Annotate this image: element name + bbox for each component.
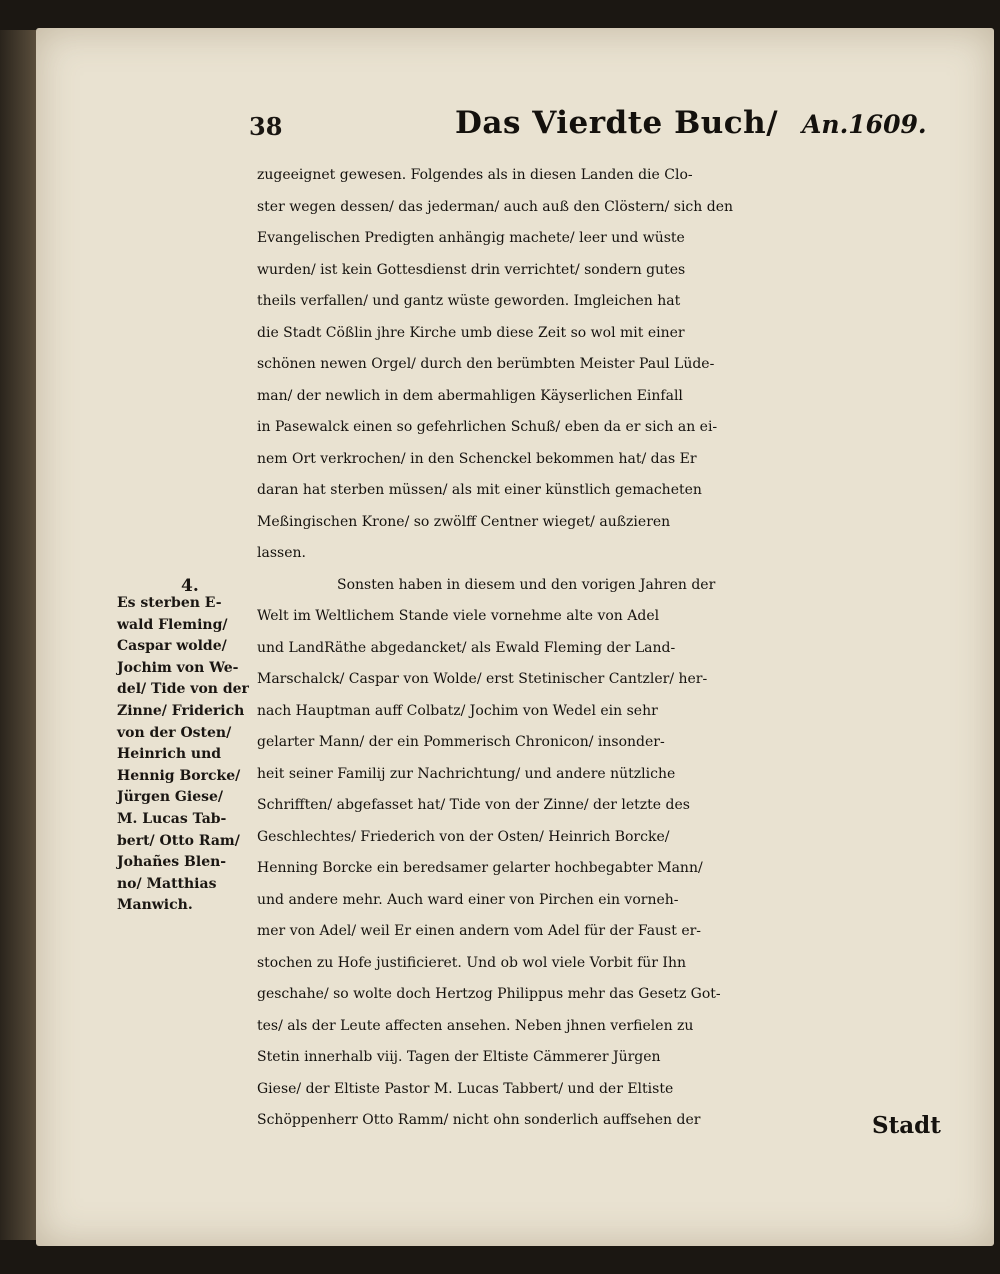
margin-note-line: Jochim von We- <box>117 659 239 676</box>
margin-note-line: bert/ Otto Ram/ <box>117 832 240 849</box>
margin-note-line: Johañes Blen- <box>117 854 227 871</box>
text-line: die Stadt Cößlin jhre Kirche umb diese Zeit so wol mit einer <box>257 324 685 341</box>
margin-note <box>117 593 267 917</box>
text-line: in Pasewalck einen so gefehrlichen Schuß/ eben da er sich an ei- <box>257 419 718 435</box>
margin-note-line: del/ Tide von der <box>117 681 249 698</box>
text-line: gelarter Mann/ der ein Pommerisch Chronicon/ insonder- <box>257 734 665 750</box>
margin-note-line: von der Osten/ <box>117 724 232 741</box>
text-line: Schrifften/ abgefasset hat/ Tide von der Zinne/ der letzte des <box>257 797 690 813</box>
text-line: Schöppenherr Otto Ramm/ nicht ohn sonderlich auffsehen der <box>257 1112 701 1128</box>
text-line: stochen zu Hofe justificieret. Und ob wol viele Vorbit für Ihn <box>257 954 686 971</box>
text-line: mer von Adel/ weil Er einen andern vom Adel für der Faust er- <box>257 923 702 939</box>
text-line: schönen newen Orgel/ durch den berümbten Meister Paul Lüde- <box>257 356 715 372</box>
margin-note-line: Zinne/ Friderich <box>117 702 245 719</box>
text-line: und LandRäthe abgedancket/ als Ewald Fleming der Land- <box>257 639 676 656</box>
text-line: man/ der newlich in dem abermahligen Käyserlichen Einfall <box>257 387 683 404</box>
text-line: wurden/ ist kein Gottesdienst drin verrichtet/ sondern gutes <box>257 261 686 278</box>
body-text <box>257 160 947 1137</box>
margin-note-line: Hennig Borcke/ <box>117 767 241 784</box>
text-line: und andere mehr. Auch ward einer von Pirchen ein vorneh- <box>257 891 679 908</box>
text-line: geschahe/ so wolte doch Hertzog Philippus mehr das Gesetz Got- <box>257 986 721 1002</box>
running-head: Das Vierdte Buch/ <box>455 105 779 141</box>
text-line: theils verfallen/ und gantz wüste geworden. Imgleichen hat <box>257 293 681 309</box>
margin-note-line: M. Lucas Tab- <box>117 810 227 827</box>
text-line: Sonsten haben in diesem und den vorigen Jahren der <box>337 576 716 593</box>
text-line: Meßingischen Krone/ so zwölff Centner wieget/ außzieren <box>257 513 671 530</box>
text-line: Henning Borcke ein beredsamer gelarter hochbegabter Mann/ <box>257 860 703 876</box>
text-line: Giese/ der Eltiste Pastor M. Lucas Tabbert/ und der Eltiste <box>257 1080 674 1097</box>
margin-note-line: Es sterben E- <box>117 595 222 611</box>
text-line: Welt im Weltlichem Stande viele vornehme alte von Adel <box>257 608 660 624</box>
margin-note-number: 4. <box>181 576 199 596</box>
margin-note-line: wald Fleming/ <box>117 616 228 633</box>
text-line: Evangelischen Predigten anhängig machete/ leer und wüste <box>257 230 685 246</box>
text-line: tes/ als der Leute affecten ansehen. Neben jhnen verfielen zu <box>257 1017 694 1034</box>
text-line: daran hat sterben müssen/ als mit einer künstlich gemacheten <box>257 482 702 498</box>
margin-note-line: no/ Matthias <box>117 875 217 892</box>
page-number: 38 <box>249 112 283 141</box>
margin-note-line: Heinrich und <box>117 746 222 763</box>
text-line: Geschlechtes/ Friederich von der Osten/ Heinrich Borcke/ <box>257 828 670 845</box>
text-line: heit seiner Familij zur Nachrichtung/ und andere nützliche <box>257 765 676 782</box>
margin-note-line: Caspar wolde/ <box>117 638 227 655</box>
text-line: Stetin innerhalb viij. Tagen der Eltiste Cämmerer Jürgen <box>257 1049 661 1065</box>
margin-note-line: Jürgen Giese/ <box>117 789 224 806</box>
margin-note-line: Manwich. <box>117 897 193 914</box>
text-line: nem Ort verkrochen/ in den Schenckel bekommen hat/ das Er <box>257 450 697 467</box>
text-line: ster wegen dessen/ das jederman/ auch auß den Clöstern/ sich den <box>257 198 733 215</box>
text-line: lassen. <box>257 545 306 561</box>
year-mark: An.1609. <box>802 110 927 139</box>
text-line: Marschalck/ Caspar von Wolde/ erst Stetinischer Cantzler/ her- <box>257 671 708 687</box>
text-line: nach Hauptman auff Colbatz/ Jochim von Wedel ein sehr <box>257 702 658 719</box>
catchword: Stadt <box>872 1112 941 1139</box>
book-spine <box>0 30 36 1240</box>
scan-bottom-edge <box>0 1246 1000 1274</box>
text-line: zugeeignet gewesen. Folgendes als in diesen Landen die Clo- <box>257 167 693 183</box>
